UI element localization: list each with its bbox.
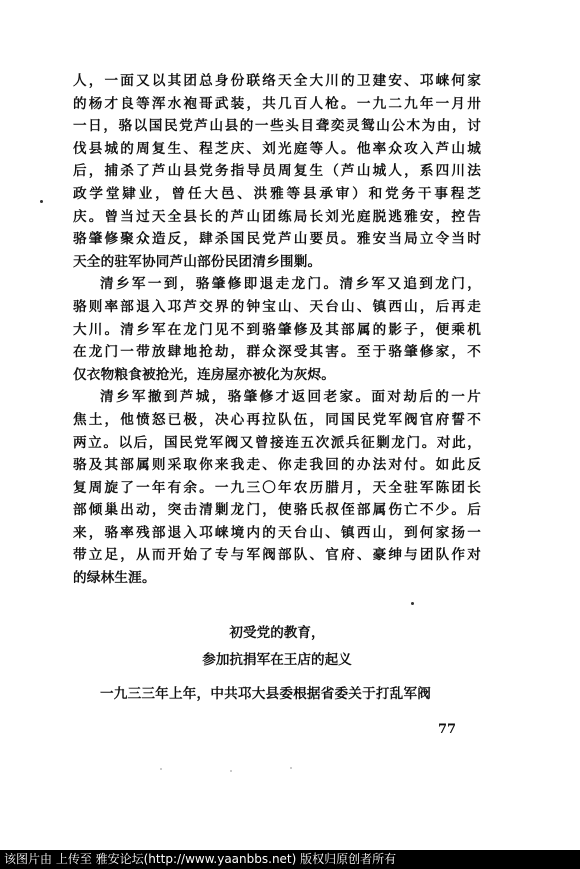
scan-speck [290, 767, 292, 769]
text-line: 庆。曾当过天全县长的芦山团练局长刘光庭脱逃雅安，控告 [73, 208, 481, 225]
text-line: 仅衣物粮食被抢光，连房屋亦被化为灰烬。 [73, 366, 336, 383]
text-line: 复周旋了一年有余。一九三〇年农历腊月，天全驻军陈团长 [73, 479, 481, 496]
text-line: 两立。以后，国民党军阀又曾接连五次派兵征剿龙门。对此， [73, 434, 481, 451]
text-line: 伐县城的周复生、程芝庆、刘光庭等人。他率众攻入芦山城 [73, 140, 481, 157]
scan-speck [230, 770, 232, 772]
text-line: 带立足，从而开始了专与军阀部队、官府、豪绅与团队作对 [73, 547, 481, 564]
text-line: 一九三三年上年，中共邛大县委根据省委关于打乱军阀 [100, 686, 432, 702]
text-line: 的杨才良等浑水袍哥武装，共几百人枪。一九二九年一月卅 [73, 95, 481, 112]
text-line: 骆则率部退入邛芦交界的钟宝山、天台山、镇西山，后再走 [73, 298, 481, 315]
text-line: 焦土，他愤怒已极，决心再拉队伍，同国民党军阀官府誓不 [73, 411, 481, 428]
section-heading-line-1: 初受党的教育， [229, 625, 325, 641]
section-heading-line-2: 参加抗捐军在王店的起义 [202, 652, 352, 668]
text-line: 人，一面又以其团总身份联络天全大川的卫建安、邛崃何家 [73, 73, 481, 89]
text-line: 天全的驻军协同芦山部份民团清乡围剿。 [73, 253, 322, 270]
text-line: 一日，骆以国民党芦山县的一些头目聋奕灵鸳山公木为由，讨 [73, 118, 481, 135]
text-line: 部倾巢出动，突击清剿龙门，使骆氏叔侄部属伤亡不少。后 [73, 502, 481, 519]
text-line: 清乡军一到，骆肇修即退走龙门。清乡军又追到龙门， [100, 276, 481, 293]
page-number: 77 [438, 722, 457, 737]
text-line: 来，骆率残部退入邛崃境内的天台山、镇西山，到何家扬一 [73, 524, 481, 541]
text-line: 大川。清乡军在龙门见不到骆肇修及其部属的影子，便乘机 [73, 321, 481, 338]
text-line: 政学堂肄业，曾任大邑、洪雅等县承审）和党务干事程芝 [73, 185, 481, 202]
text-line: 清乡军撤到芦城，骆肇修才返回老家。面对劫后的一片 [100, 389, 481, 406]
text-line: 后，捕杀了芦山县党务指导员周复生（芦山城人，系四川法 [73, 163, 481, 180]
scan-speck [160, 768, 162, 770]
text-line: 在龙门一带放肆地抢劫，群众深受其害。至于骆肇修家，不 [73, 344, 481, 361]
body-text [73, 70, 481, 590]
watermark-banner: 该图片由 上传至 雅安论坛(http://www.yaanbbs.net) 版权归原创者所有 [0, 850, 580, 869]
text-line: 的绿林生涯。 [73, 570, 156, 587]
text-line: 骆及其部属则采取你来我走、你走我回的办法对付。如此反 [73, 457, 481, 474]
scan-speck [411, 602, 414, 605]
text-line: 骆肇修聚众造反，肆杀国民党芦山要员。雅安当局立令当时 [73, 231, 481, 248]
scan-speck [40, 200, 43, 203]
